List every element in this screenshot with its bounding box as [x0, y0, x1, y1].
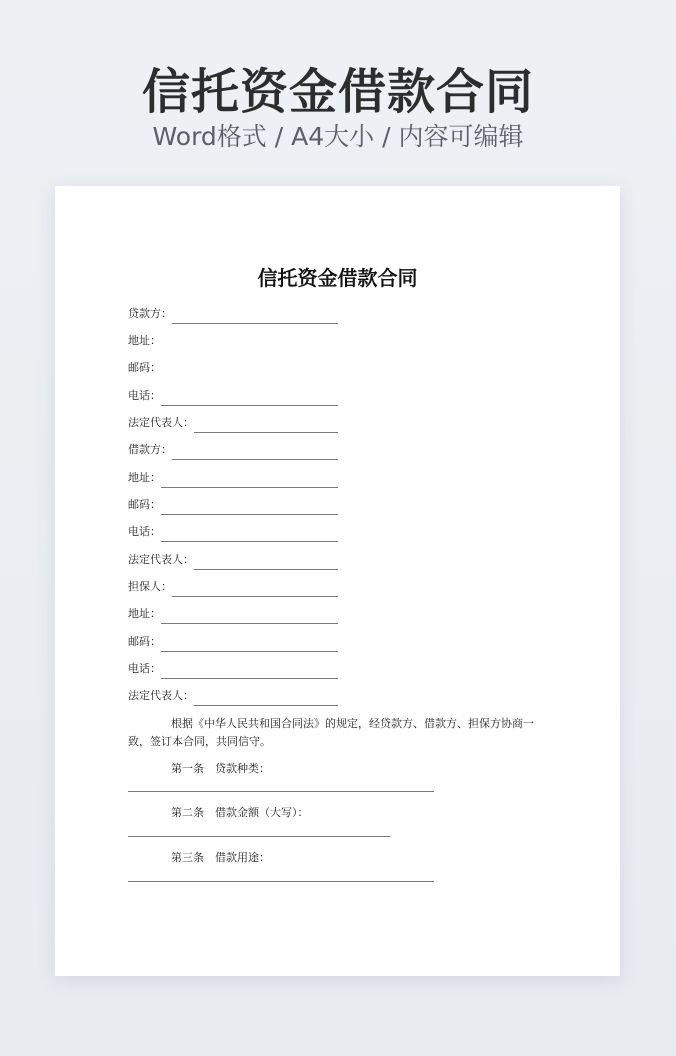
fill-line[interactable]	[161, 610, 338, 624]
borrower-legal-rep-field[interactable]	[128, 550, 338, 570]
fill-line[interactable]	[161, 392, 338, 406]
fill-line[interactable]	[172, 310, 338, 324]
article-1: 第一条 贷款种类：	[171, 762, 270, 775]
field-label: 借款方：	[128, 443, 172, 456]
fill-line[interactable]	[161, 528, 338, 542]
borrower-phone-field[interactable]	[128, 522, 338, 542]
borrower-field[interactable]	[128, 440, 338, 460]
field-label: 贷款方：	[128, 307, 172, 320]
lender-address-field	[128, 331, 161, 351]
article-3: 第三条 借款用途：	[171, 851, 270, 864]
lender-phone-field[interactable]	[128, 386, 338, 406]
banner-title: 信托资金借款合同	[141, 64, 534, 120]
article-2-fill-line[interactable]	[128, 836, 390, 837]
fill-line[interactable]	[161, 474, 338, 488]
fill-line[interactable]	[161, 501, 338, 515]
fill-line[interactable]	[194, 556, 338, 570]
field-label: 电话：	[128, 389, 161, 402]
guarantor-address-field[interactable]	[128, 604, 338, 624]
fill-line[interactable]	[194, 419, 338, 433]
article-3-fill-line[interactable]	[128, 881, 434, 882]
fill-line[interactable]	[194, 692, 338, 706]
article-1-fill-line[interactable]	[128, 791, 434, 792]
document-page	[55, 186, 620, 976]
fill-line[interactable]	[172, 583, 338, 597]
document-title: 信托资金借款合同	[257, 266, 418, 290]
borrower-address-field[interactable]	[128, 468, 338, 488]
field-label: 邮码：	[128, 361, 161, 374]
guarantor-field[interactable]	[128, 577, 338, 597]
field-label: 电话：	[128, 662, 161, 675]
field-label: 担保人：	[128, 580, 172, 593]
fill-line[interactable]	[172, 446, 338, 460]
guarantor-legal-rep-field[interactable]	[128, 686, 338, 706]
fill-line[interactable]	[161, 665, 338, 679]
lender-legal-rep-field[interactable]	[128, 413, 338, 433]
field-label: 电话：	[128, 525, 161, 538]
intro-paragraph: 根据《中华人民共和国合同法》的规定，经贷款方、借款方、担保方协商一致，签订本合同，共同信守。	[128, 717, 534, 748]
banner-subtitle: Word格式 / A4大小 / 内容可编辑	[152, 122, 524, 151]
field-label: 地址：	[128, 471, 161, 484]
field-label: 地址：	[128, 607, 161, 620]
field-label: 地址：	[128, 334, 161, 347]
guarantor-postcode-field[interactable]	[128, 632, 338, 652]
lender-postcode-field	[128, 358, 161, 378]
field-label: 邮码：	[128, 635, 161, 648]
field-label: 法定代表人：	[128, 416, 194, 429]
borrower-postcode-field[interactable]	[128, 495, 338, 515]
field-label: 邮码：	[128, 498, 161, 511]
guarantor-phone-field[interactable]	[128, 659, 338, 679]
fill-line[interactable]	[161, 638, 338, 652]
article-2: 第二条 借款金额（大写）：	[171, 806, 309, 819]
field-label: 法定代表人：	[128, 553, 194, 566]
field-label: 法定代表人：	[128, 689, 194, 702]
lender-field[interactable]	[128, 304, 338, 324]
